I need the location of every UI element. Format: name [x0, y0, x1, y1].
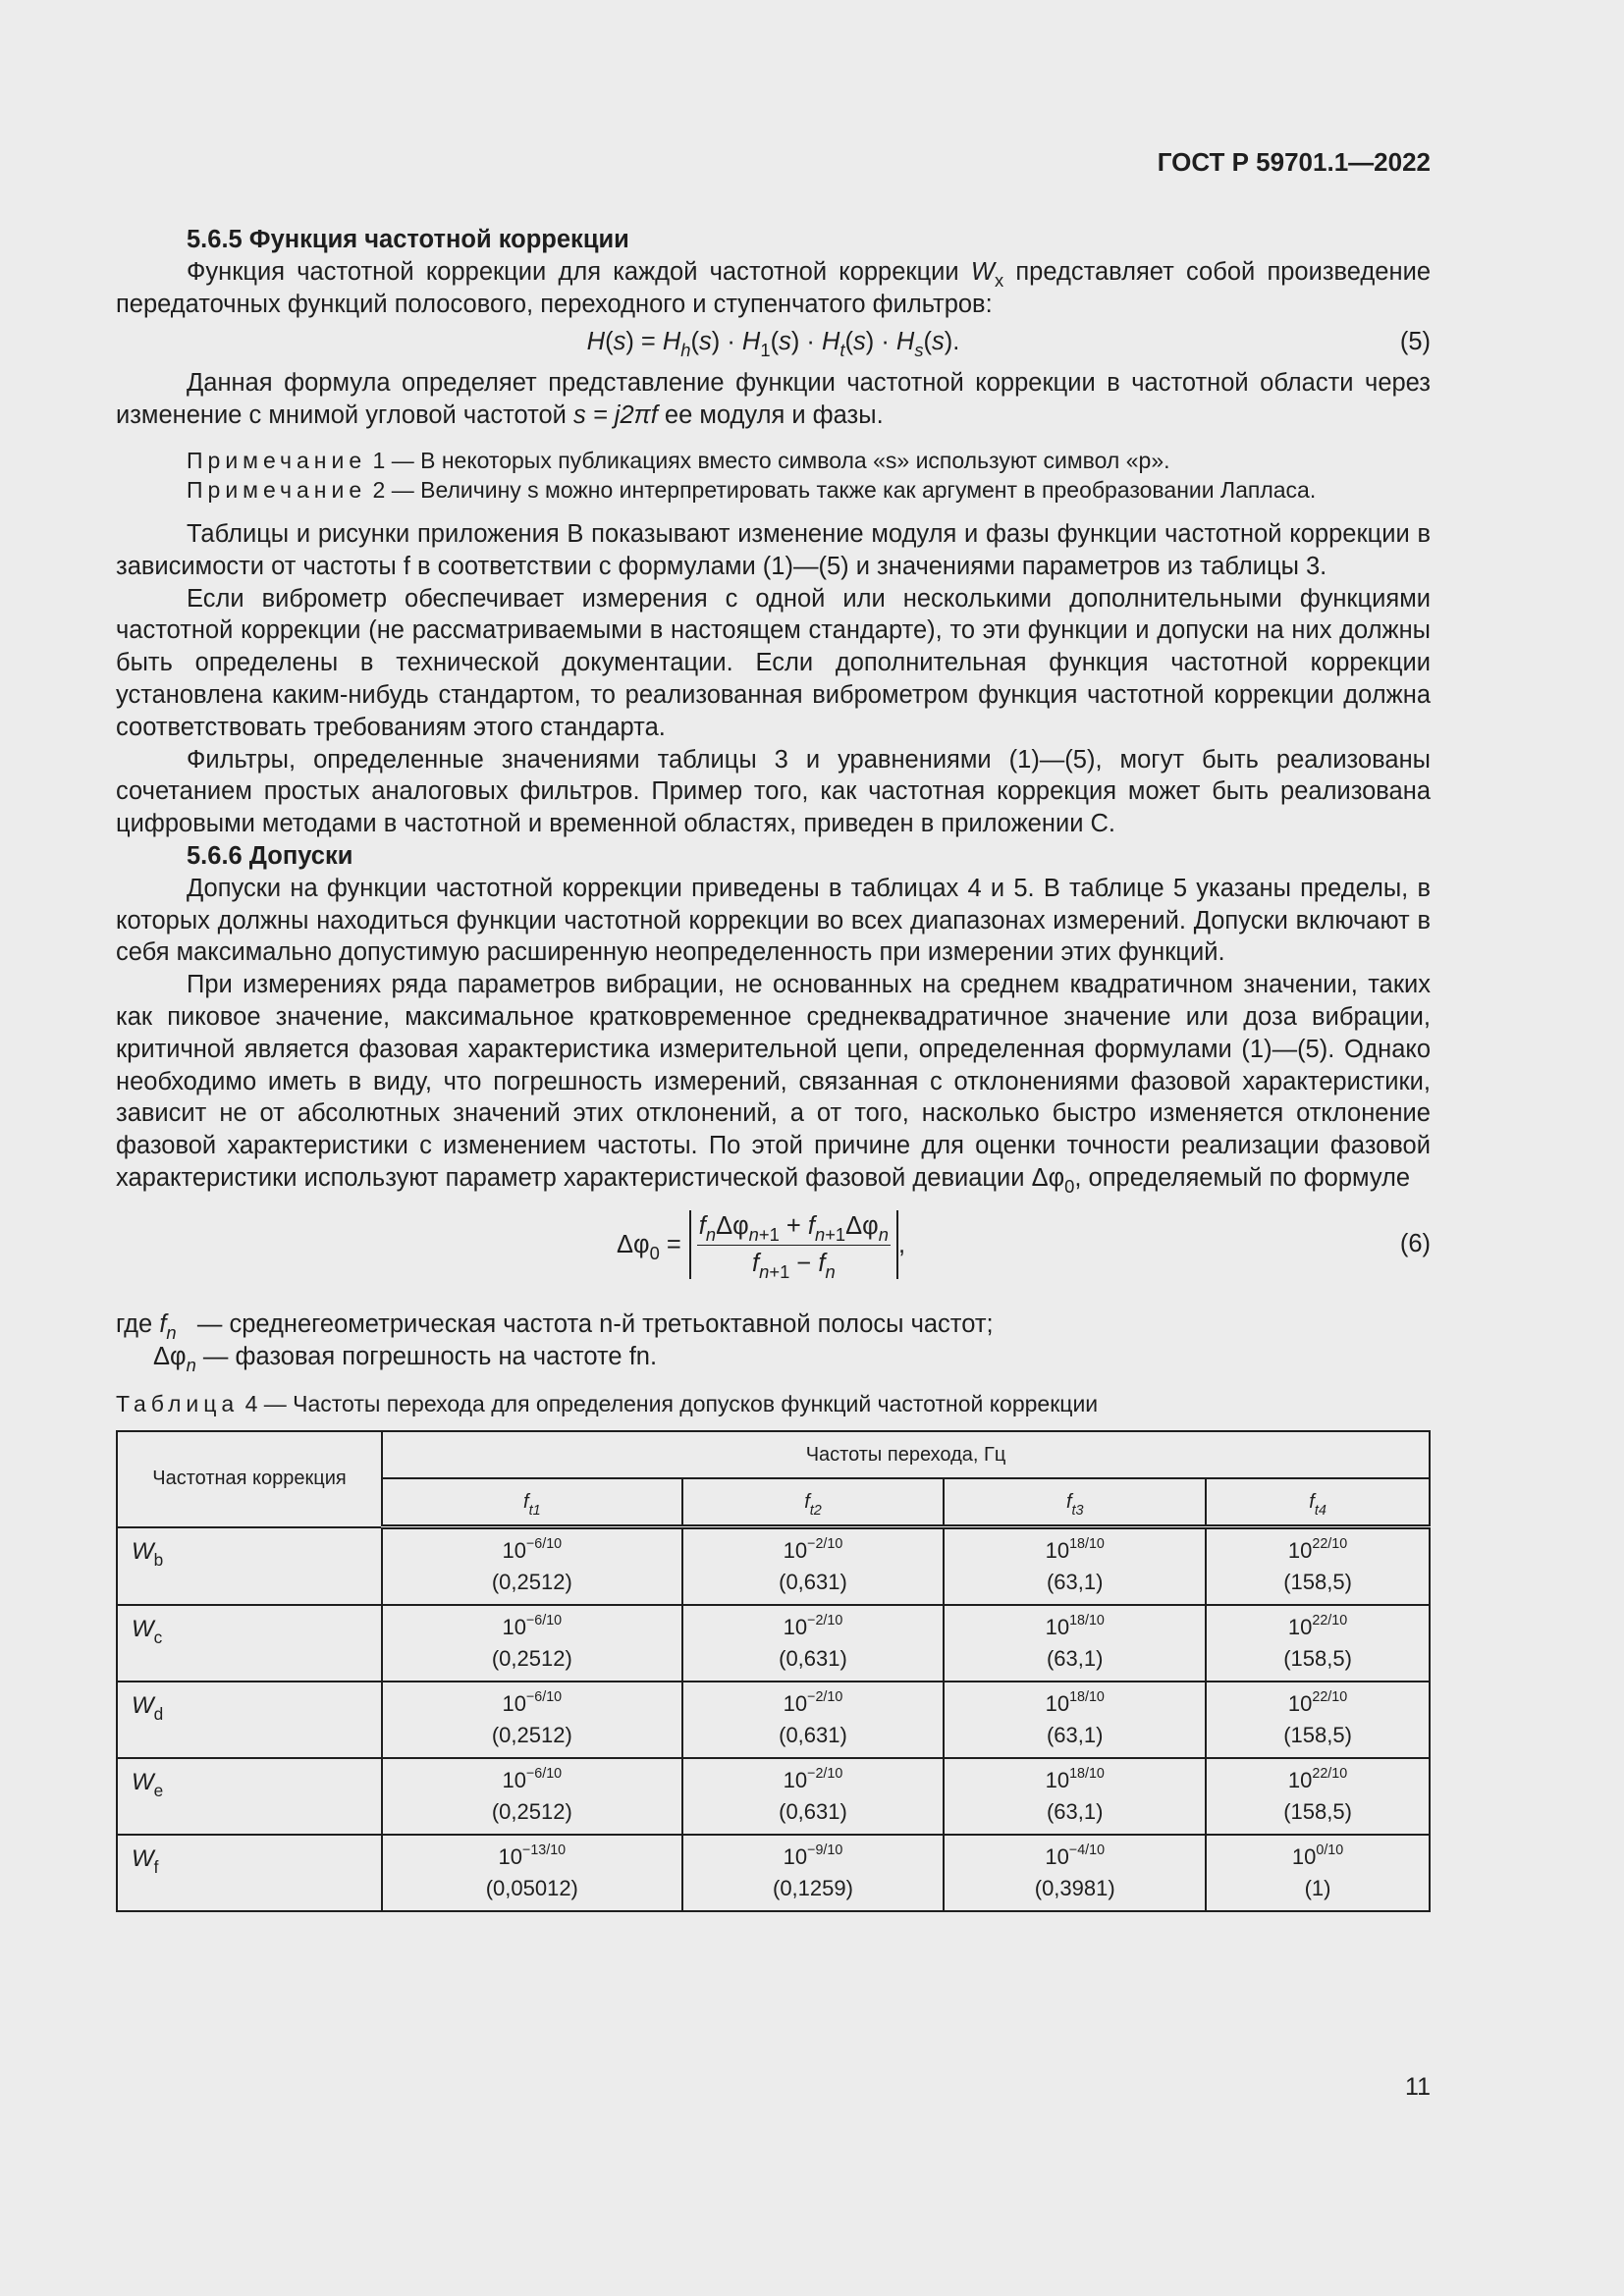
table-cell: $10^{18/10}$ (63,1) — [944, 1758, 1206, 1835]
math-expression: s = j2πf — [573, 401, 658, 430]
legend-lead: где — [116, 1309, 153, 1338]
column-header: $f_{t4}$ — [1206, 1478, 1430, 1527]
table-cell: $10^{0/10}$ (1) — [1206, 1835, 1430, 1911]
row-label: $W_f$ — [117, 1835, 382, 1911]
table-cell: $10^{-2/10}$ (0,631) — [682, 1682, 945, 1758]
document-header: ГОСТ Р 59701.1—2022 — [1157, 147, 1431, 177]
caption-text: 4 — Частоты перехода для определения допусков функций частотной коррекции — [244, 1391, 1099, 1417]
paragraph: Если виброметр обеспечивает измерения с одной или несколькими дополнительными функциями частотной коррекции (не рассматриваемыми в настоящем стандарте), то эти функции и допуски на них должны быть определены в технической документации. Если дополнительная функция частотной коррекции установлена каким-нибудь стандартом, то реализованная виброметром функция частотной коррекции должна соответствовать требованиям этого стандарта. — [116, 584, 1431, 741]
row-label: $W_d$ — [117, 1682, 382, 1758]
formula-5 — [116, 324, 1431, 359]
table-caption — [116, 1388, 1431, 1420]
section-heading-5-6-6: 5.6.6 Допуски — [187, 841, 353, 870]
text-run: При измерениях ряда параметров вибрации, не основанных на среднем квадратичном значении, таких как пиковое значение, максимальное кратковременное среднеквадратичное значение или доза вибрации, критичной является фазовая характеристика измерительной цепи, определенная формулами (1)—(5). Однако необходимо иметь в виду, что погрешность измерений, связанная с отклонениями фазовой характеристики, зависит не от абсолютных значений этих отклонений, а от того, насколько быстро изменяется отклонение фазовой характеристики с изменением частоты. По этой причине для оценки точности реализации фазовой характеристики используют параметр характеристической фазовой девиации Δφ — [116, 971, 1431, 1192]
table-cell: $10^{18/10}$ (63,1) — [944, 1682, 1206, 1758]
column-group-header: Частоты перехода, Гц — [382, 1431, 1430, 1478]
table-row — [117, 1835, 1430, 1911]
column-header: $f_{t2}$ — [682, 1478, 945, 1527]
table-cell: $10^{-4/10}$ (0,3981) — [944, 1835, 1206, 1911]
paragraph — [116, 256, 1431, 321]
table-cell: $10^{22/10}$ (158,5) — [1206, 1527, 1430, 1606]
table-cell: $10^{-2/10}$ (0,631) — [682, 1758, 945, 1835]
note-text: 1 — В некоторых публикациях вместо символа «s» используют символ «p». — [372, 447, 1170, 473]
table-cell: $10^{22/10}$ (158,5) — [1206, 1605, 1430, 1682]
symbol: W — [970, 257, 995, 286]
table-cell: $10^{-13/10}$ (0,05012) — [382, 1835, 682, 1911]
table-cell: $10^{-9/10}$ (0,1259) — [682, 1835, 945, 1911]
paragraph — [116, 367, 1431, 432]
table-cell: $10^{-6/10}$ (0,2512) — [382, 1682, 682, 1758]
legend-line: $\Delta\varphi_n$ — фазовая погрешность на частоте fn. — [153, 1342, 658, 1375]
note-label: Примечание — [187, 476, 367, 503]
text-run: Данная формула определяет представление функции частотной коррекции в частотной области через изменение с мнимой угловой частотой — [116, 369, 1431, 430]
table-row — [117, 1682, 1430, 1758]
data-table — [116, 1430, 1431, 1912]
text-run: Функция частотной коррекции для каждой частотной коррекции — [187, 257, 971, 286]
table-cell: $10^{-2/10}$ (0,631) — [682, 1527, 945, 1606]
page-content — [116, 224, 1431, 1912]
row-label: $W_c$ — [117, 1605, 382, 1682]
text-run: ее модуля и фазы. — [657, 401, 884, 430]
note-1 — [116, 446, 1431, 475]
text-run: , определяемый по формуле — [1074, 1163, 1411, 1192]
formula-body: $\Delta\varphi_0$ = $\frac{f_n\Delta\varphi_{n+1} + f_{n+1}\Delta\varphi_n}{f_{n+1} - f_n}$ , — [617, 1211, 906, 1282]
column-header: $f_{t3}$ — [944, 1478, 1206, 1527]
formula-number: (5) — [1399, 328, 1431, 356]
subscript: 0 — [1064, 1175, 1075, 1197]
table-cell: $10^{-6/10}$ (0,2512) — [382, 1527, 682, 1606]
symbol-subscript: x — [994, 269, 1004, 291]
table-cell: $10^{22/10}$ (158,5) — [1206, 1682, 1430, 1758]
table-cell: $10^{18/10}$ (63,1) — [944, 1605, 1206, 1682]
paragraph: Допуски на функции частотной коррекции приведены в таблицах 4 и 5. В таблице 5 указаны пределы, в которых должны находиться функции частотной коррекции во всех диапазонах измерений. Допуски включают в себя максимально допустимую расширенную неопределенность при измерении этих функций. — [116, 874, 1431, 967]
table-cell: $10^{22/10}$ (158,5) — [1206, 1758, 1430, 1835]
column-header: $f_{t1}$ — [382, 1478, 682, 1527]
note-2 — [116, 475, 1431, 505]
row-label: $W_b$ — [117, 1527, 382, 1606]
paragraph: Таблицы и рисунки приложения В показывают изменение модуля и фазы функции частотной коррекции в зависимости от частоты f в соответствии с формулами (1)—(5) и значениями параметров из таблицы 3. — [116, 519, 1431, 580]
table-row — [117, 1605, 1430, 1682]
paragraph: Фильтры, определенные значениями таблицы 3 и уравнениями (1)—(5), могут быть реализованы сочетанием простых аналоговых фильтров. Пример того, как частотная коррекция может быть реализована цифровыми методами в частотной и временной областях, приведен в приложении С. — [116, 745, 1431, 838]
formula-6 — [116, 1199, 1431, 1308]
table-cell: $10^{-6/10}$ (0,2512) — [382, 1758, 682, 1835]
note-label: Примечание — [187, 447, 367, 473]
table-row — [117, 1758, 1430, 1835]
note-text: 2 — Величину s можно интерпретировать также как аргумент в преобразовании Лапласа. — [372, 476, 1317, 503]
table-cell: $10^{18/10}$ (63,1) — [944, 1527, 1206, 1606]
table-cell: $10^{-6/10}$ (0,2512) — [382, 1605, 682, 1682]
row-label: $W_e$ — [117, 1758, 382, 1835]
paragraph — [116, 969, 1431, 1195]
page-number: 11 — [1405, 2073, 1431, 2101]
legend-text: — фазовая погрешность на частоте fn. — [202, 1342, 658, 1370]
legend-text: — среднегеометрическая частота n-й третьоктавной полосы частот; — [196, 1309, 994, 1338]
table-cell: $10^{-2/10}$ (0,631) — [682, 1605, 945, 1682]
table-row — [117, 1527, 1430, 1606]
text-run: представляет собой произведение передаточных функций полосового, переходного и ступенчатого фильтров: — [116, 257, 1431, 318]
column-header: Частотная коррекция — [117, 1431, 382, 1527]
formula-body: $H(s) = H_h(s) \cdot H_1(s) \cdot H_t(s) \cdot H_s(s)$. — [586, 328, 960, 361]
section-heading-5-6-5: 5.6.5 Функция частотной коррекции — [187, 226, 629, 253]
formula-number: (6) — [1399, 1229, 1431, 1257]
caption-label: Таблица — [116, 1391, 240, 1417]
legend-line: где $f_n$ — среднегеометрическая частота n-й третьоктавной полосы частот; — [116, 1309, 994, 1343]
